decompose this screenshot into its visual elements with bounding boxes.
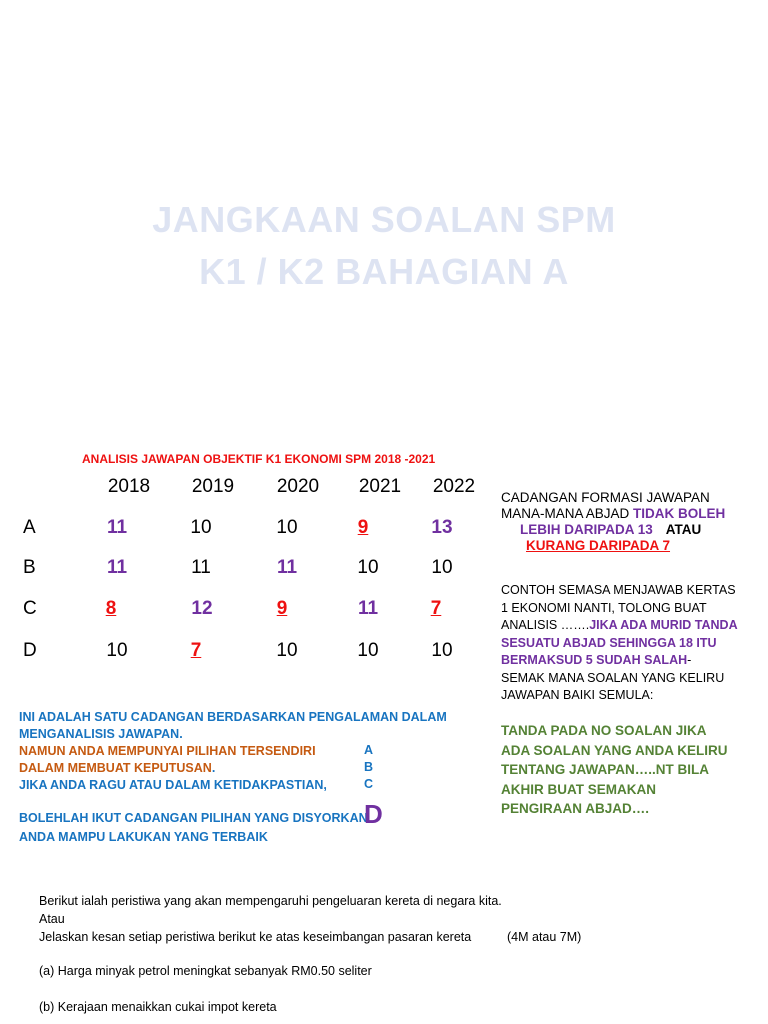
- table-cell: 10: [431, 557, 453, 578]
- table-cell: 7: [430, 598, 442, 619]
- advice-line: ANDA MAMPU LAKUKAN YANG TERBAIK: [19, 830, 268, 844]
- note-text: -: [687, 653, 692, 667]
- table-cell: 11: [106, 557, 128, 578]
- year-header-2021: 2021: [358, 476, 402, 497]
- table-cell: 11: [357, 598, 379, 619]
- page-title-line-1: JANGKAAN SOALAN SPM: [152, 199, 616, 240]
- note-red-highlight: KURANG DARIPADA 7: [526, 538, 671, 553]
- table-cell: 13: [431, 517, 453, 538]
- note-line: [501, 506, 761, 522]
- row-label-d: D: [23, 640, 37, 661]
- answer-formation-note: [501, 490, 761, 554]
- advice-line: INI ADALAH SATU CADANGAN BERDASARKAN PENGALAMAN DALAM: [19, 710, 447, 724]
- note-emphasis: ATAU: [665, 522, 702, 537]
- note-line: [501, 538, 761, 554]
- question-line: Jelaskan kesan setiap peristiwa berikut ke atas keseimbangan pasaran kereta: [39, 930, 472, 944]
- tip-line: AKHIR BUAT SEMAKAN: [501, 781, 656, 797]
- question-item-a: (a) Harga minyak petrol meningkat sebanyak RM0.50 seliter: [39, 964, 372, 978]
- advice-line: [19, 760, 215, 777]
- note-line: CADANGAN FORMASI JAWAPAN: [501, 490, 710, 505]
- note-line: [501, 522, 761, 538]
- advice-line: JIKA ANDA RAGU ATAU DALAM KETIDAKPASTIAN,: [19, 778, 327, 792]
- year-header-2018: 2018: [107, 476, 151, 497]
- table-cell: 10: [276, 517, 298, 538]
- row-label-a: A: [23, 517, 36, 538]
- note-highlight: BERMAKSUD 5 SUDAH SALAH: [501, 653, 688, 667]
- advice-line: MENGANALISIS JAWAPAN.: [19, 727, 183, 741]
- advice-line: BOLEHLAH IKUT CADANGAN PILIHAN YANG DISYORKAN: [19, 811, 368, 825]
- note-highlight: LEBIH DARIPADA 13: [520, 522, 653, 537]
- recommended-choice-d: D: [364, 799, 383, 829]
- table-cell: 10: [190, 517, 212, 538]
- green-tip-note: [501, 721, 763, 819]
- table-cell: 11: [106, 517, 128, 538]
- tip-line: TENTANG JAWAPAN…..NT BILA: [501, 762, 709, 777]
- note-text: MANA-MANA ABJAD: [501, 506, 634, 521]
- table-cell: 11: [276, 557, 298, 578]
- row-label-c: C: [23, 598, 37, 619]
- table-subtitle: ANALISIS JAWAPAN OBJEKTIF K1 EKONOMI SPM 2018 -2021: [82, 452, 436, 466]
- advice-text: DALAM MEMBUAT KEPUTUSAN: [19, 761, 212, 775]
- year-header-2019: 2019: [191, 476, 235, 497]
- note-line: [501, 617, 763, 635]
- note-line: JAWAPAN BAIKI SEMULA:: [501, 688, 654, 702]
- tip-line: PENGIRAAN ABJAD….: [501, 801, 650, 816]
- question-line: Berikut ialah peristiwa yang akan mempengaruhi pengeluaran kereta di negara kita.: [39, 894, 502, 908]
- question-line: Atau: [39, 912, 65, 926]
- advice-line: NAMUN ANDA MEMPUNYAI PILIHAN TERSENDIRI: [19, 744, 316, 758]
- note-line: CONTOH SEMASA MENJAWAB KERTAS: [501, 583, 736, 597]
- note-line: 1 EKONOMI NANTI, TOLONG BUAT: [501, 600, 707, 615]
- note-line: [501, 652, 763, 670]
- note-highlight: JIKA ADA MURID TANDA: [589, 618, 738, 632]
- table-cell: 11: [191, 557, 211, 578]
- advice-text: .: [211, 761, 216, 775]
- note-line: SESUATU ABJAD SEHINGGA 18 ITU: [501, 635, 717, 650]
- choice-letter-a: A: [364, 743, 374, 757]
- year-header-2020: 2020: [276, 476, 320, 497]
- table-cell: 7: [190, 640, 202, 661]
- table-cell: 10: [276, 640, 298, 661]
- question-item-b: (b) Kerajaan menaikkan cukai impot kereta: [39, 1000, 277, 1014]
- table-cell: 8: [105, 598, 117, 619]
- note-line: SEMAK MANA SOALAN YANG KELIRU: [501, 670, 725, 685]
- page-title-line-2: K1 / K2 BAHAGIAN A: [199, 251, 569, 292]
- table-cell: 9: [357, 517, 369, 538]
- tip-line: ADA SOALAN YANG ANDA KELIRU: [501, 742, 728, 758]
- table-cell: 9: [276, 598, 288, 619]
- row-label-b: B: [23, 557, 36, 578]
- example-note: [501, 582, 763, 705]
- note-text: ANALISIS …….: [501, 618, 590, 632]
- table-cell: 10: [357, 640, 379, 661]
- choice-letter-b: B: [364, 760, 374, 774]
- table-cell: 10: [357, 557, 379, 578]
- choice-letter-c: C: [364, 777, 374, 791]
- table-cell: 12: [191, 598, 213, 619]
- table-cell: 10: [106, 640, 128, 661]
- question-marks: (4M atau 7M): [507, 930, 582, 944]
- tip-line: TANDA PADA NO SOALAN JIKA: [501, 723, 707, 738]
- note-highlight: TIDAK BOLEH: [633, 506, 726, 521]
- table-cell: 10: [431, 640, 453, 661]
- year-header-2022: 2022: [432, 476, 476, 497]
